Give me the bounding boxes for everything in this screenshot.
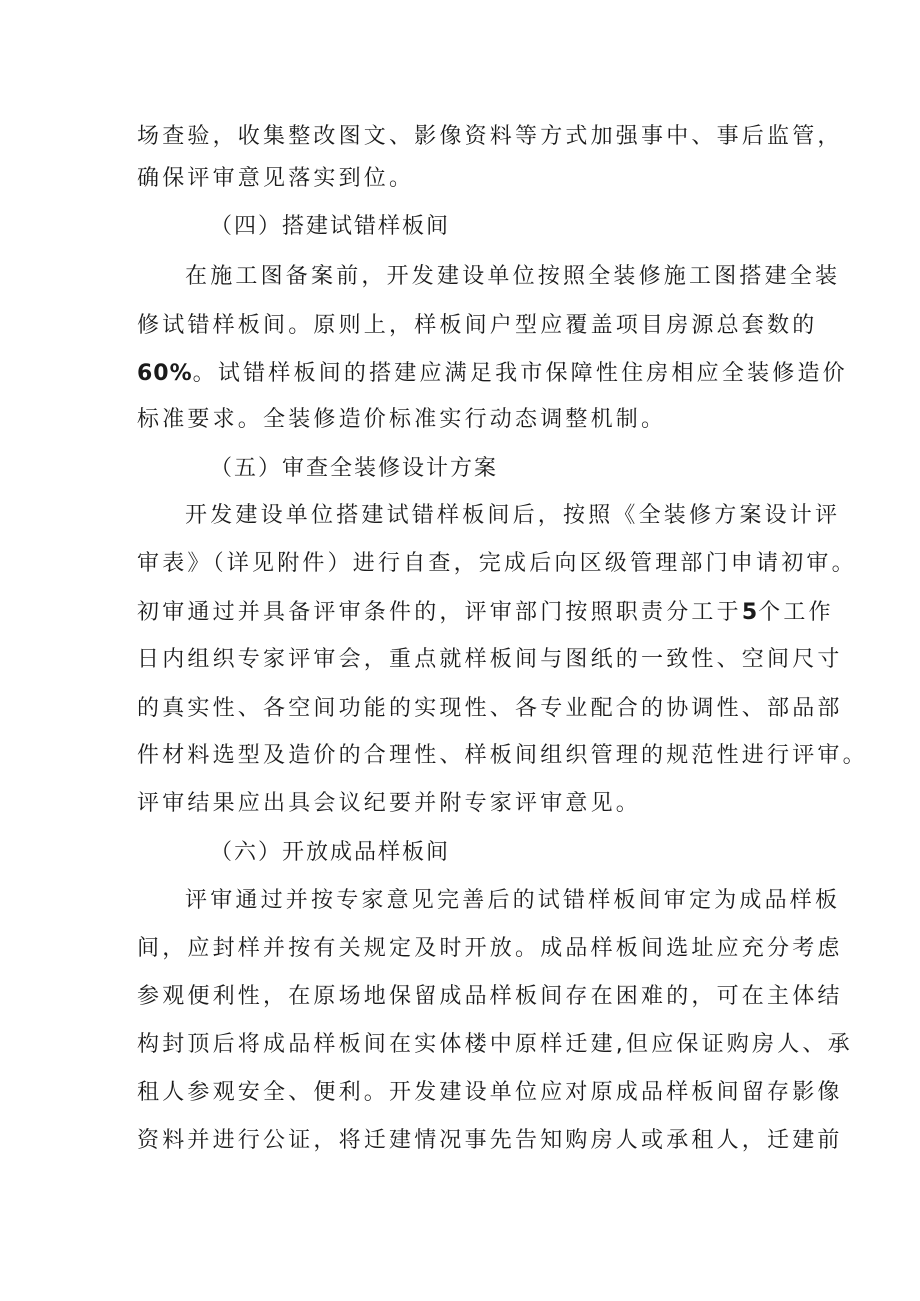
paragraph-line: 在施工图备案前，开发建设单位按照全装修施工图搭建全装 — [185, 264, 841, 289]
paragraph-line: 修试错样板间。原则上，样板间户型应覆盖项目房源总套数的 — [137, 313, 818, 338]
paragraph-line: 日内组织专家评审会，重点就样板间与图纸的一致性、空间尺寸 — [137, 647, 843, 672]
paragraph-line: 租人参观安全、便利。开发建设单位应对原成品样板间留存影像 — [137, 1080, 843, 1105]
paragraph-line: 评审通过并按专家意见完善后的试错样板间审定为成品样板 — [185, 888, 841, 913]
paragraph-line: 审表》（详见附件）进行自查，完成后向区级管理部门申请初审。 — [137, 551, 857, 576]
section-heading-6: （六）开放成品样板间 — [210, 840, 451, 865]
paragraph-line: 间，应封样并按有关规定及时开放。成品样板间选址应充分考虑 — [137, 936, 843, 961]
paragraph-line: 确保评审意见落实到位。 — [137, 166, 415, 191]
paragraph-line: 标准要求。全装修造价标准实行动态调整机制。 — [137, 407, 667, 432]
percentage-value: 60% — [137, 361, 193, 386]
paragraph-line: 资料并进行公证，将迁建情况事先告知购房人或承租人，迁建前 — [137, 1128, 843, 1153]
paragraph-line-text: 。试错样板间的搭建应满足我市保障性住房相应全装修造价 — [192, 361, 848, 386]
paragraph-line: 开发建设单位搭建试错样板间后，按照《全装修方案设计评 — [185, 503, 841, 528]
paragraph-line: 件材料选型及造价的合理性、样板间组织管理的规范性进行评审。 — [137, 743, 868, 768]
section-heading-4: （四）搭建试错样板间 — [210, 214, 451, 239]
section-heading-5: （五）审查全装修设计方案 — [210, 456, 499, 481]
paragraph-line-text: 初审通过并具备评审条件的，评审部门按照职责分工于 — [137, 600, 742, 625]
paragraph-line: 的真实性、各空间功能的实现性、各专业配合的协调性、部品部 — [137, 696, 843, 721]
paragraph-line: 评审结果应出具会议纪要并附专家评审意见。 — [137, 791, 642, 816]
paragraph-line-text: 个工作 — [758, 600, 834, 625]
paragraph-line — [137, 359, 848, 389]
paragraph-line: 场查验，收集整改图文、影像资料等方式加强事中、事后监管， — [137, 124, 843, 149]
paragraph-line: 参观便利性，在原场地保留成品样板间存在困难的，可在主体结 — [137, 984, 843, 1009]
day-count-value: 5 — [741, 600, 759, 625]
paragraph-line — [137, 598, 834, 628]
paragraph-line: 构封顶后将成品样板间在实体楼中原样迁建,但应保证购房人、承 — [137, 1032, 853, 1057]
